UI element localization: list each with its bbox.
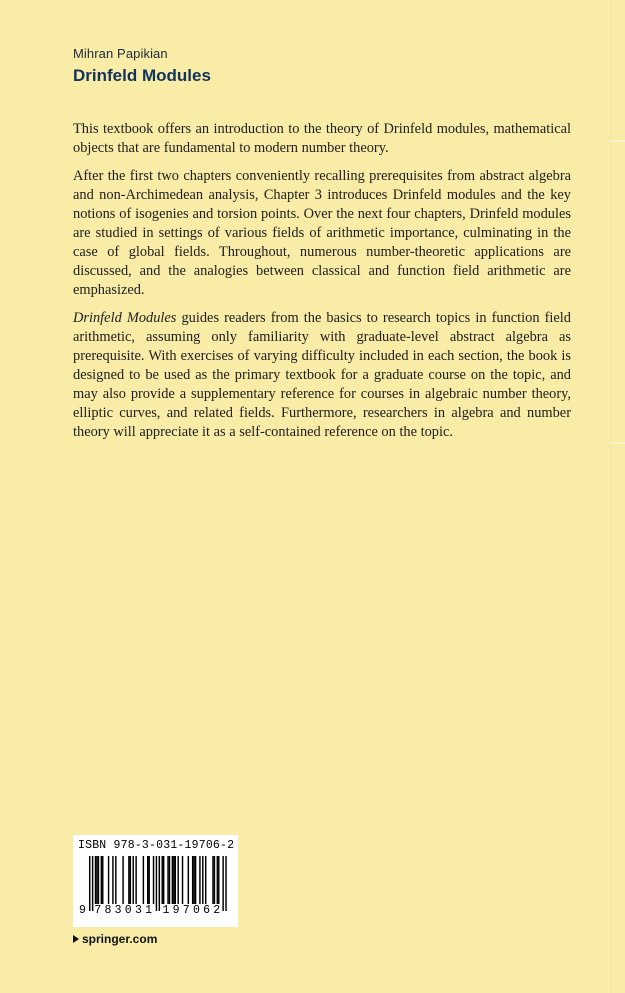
- barcode-bar: [214, 856, 215, 904]
- blurb: [73, 120, 571, 451]
- barcode-bar: [217, 856, 218, 904]
- barcode-bar: [202, 856, 203, 904]
- barcode-bar: [135, 856, 136, 904]
- barcode-bar: [167, 856, 168, 904]
- edge-tick-top: [610, 140, 625, 142]
- barcode-bar: [205, 856, 206, 904]
- barcode-bar: [92, 856, 93, 911]
- barcode-bar: [133, 856, 134, 904]
- website-link[interactable]: [73, 932, 157, 946]
- barcode-bar: [195, 856, 196, 904]
- barcode-bar: [222, 856, 223, 911]
- barcode-bar: [212, 856, 213, 904]
- barcode-bar: [122, 856, 123, 904]
- barcode-icon: [79, 856, 232, 911]
- barcode-bar: [175, 856, 176, 904]
- barcode-digit: 0: [192, 904, 200, 917]
- barcode-bar: [172, 856, 173, 904]
- barcode-bar: [108, 856, 109, 904]
- barcode-digit: 9: [79, 904, 86, 917]
- barcode-bar: [182, 856, 183, 904]
- barcode-bar: [130, 856, 131, 904]
- barcode-digit: 1: [162, 904, 170, 917]
- barcode-digit: 2: [213, 904, 221, 917]
- edge-tick-bottom: [610, 442, 625, 444]
- book-title: Drinfeld Modules: [73, 66, 211, 85]
- barcode-bar: [156, 856, 157, 911]
- barcode-digit: 6: [203, 904, 210, 917]
- book-title-italic: Drinfeld Modules: [73, 310, 177, 326]
- barcode-digit: 3: [114, 904, 122, 917]
- barcode-bar: [218, 856, 219, 904]
- barcode-bar: [188, 856, 189, 904]
- barcode-digit: 1: [145, 904, 152, 917]
- website-text: springer.com: [82, 932, 158, 946]
- barcode-bar: [225, 856, 226, 911]
- barcode-bar: [147, 856, 148, 904]
- isbn-barcode-box: [73, 835, 238, 927]
- barcode-bar: [169, 856, 170, 904]
- author-name: Mihran Papikian: [73, 46, 168, 61]
- barcode-digit: 0: [124, 904, 132, 917]
- barcode-bar: [96, 856, 97, 904]
- barcode-bar: [128, 856, 129, 904]
- barcode-digit: 7: [94, 904, 102, 917]
- barcode-bar: [159, 856, 160, 911]
- barcode-bar: [95, 856, 96, 904]
- barcode-bar: [102, 856, 103, 904]
- isbn-number: ISBN 978-3-031-19706-2: [78, 839, 235, 852]
- barcode-bar: [162, 856, 163, 904]
- arrow-right-icon: [73, 935, 79, 943]
- barcode-bar: [98, 856, 99, 904]
- barcode-bar: [148, 856, 149, 904]
- blurb-paragraph-3: [73, 309, 571, 442]
- barcode-bar: [163, 856, 164, 904]
- barcode-bar: [193, 856, 194, 904]
- blurb-paragraph-3-text: guides readers from the basics to research topics in function field arithmetic, assuming only familiarity with graduate-level abstract algebra as prerequisite. With exercises of varying difficulty included in each section, the book is designed to be used as the primary textbook for a graduate course on the topic, and may also provide a supplementary reference for courses in algebraic number theory, elliptic curves, and related fields. Furthermore, researchers in algebra and number theory will appreciate it as a self-contained reference on the topic.: [73, 310, 571, 440]
- barcode-bar: [112, 856, 113, 904]
- barcode-bar: [115, 856, 116, 904]
- spine-edge: [610, 0, 611, 993]
- barcode-bar: [192, 856, 193, 904]
- barcode-bar: [143, 856, 144, 904]
- barcode-bar: [177, 856, 178, 904]
- barcode-digit: 3: [134, 904, 142, 917]
- barcode-digit: 9: [172, 904, 180, 917]
- barcode-bar: [101, 856, 102, 904]
- barcode-bar: [199, 856, 200, 904]
- barcode-bar: [173, 856, 174, 904]
- blurb-paragraph-2: After the first two chapters conveniently recalling prerequisites from abstract algebra and non-Archimedean analysis, Chapter 3 introduces Drinfeld modules and the key notions of isogenies and torsion points. Over the next four chapters, Drinfeld modules are studied in settings of various fields of arithmetic importance, culminating in the case of global fields. Throughout, numerous number-theoretic applications are discussed, and the analogies between classical and function field arithmetic are emphasized.: [73, 168, 571, 298]
- barcode-bar: [89, 856, 90, 911]
- barcode-bar: [153, 856, 154, 904]
- barcode-digit: 7: [182, 904, 190, 917]
- barcode-digit: 8: [104, 904, 112, 917]
- blurb-paragraph-1: This textbook offers an introduction to the theory of Drinfeld modules, mathematical objects that are fundamental to modern number theory.: [73, 121, 571, 156]
